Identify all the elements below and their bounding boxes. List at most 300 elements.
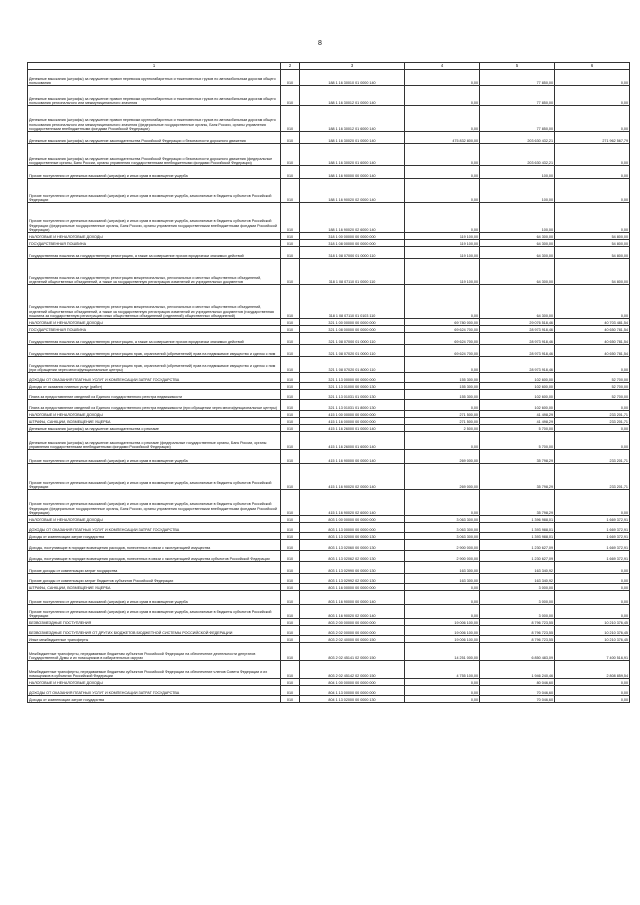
row-line-code-cell: 010 [281, 696, 300, 703]
row-executed-cell: 1 393 988,01 [480, 523, 555, 533]
row-executed-cell: 35 798,29 [480, 490, 555, 516]
row-unexecuted-cell: 7 400 516,91 [555, 643, 630, 661]
row-unexecuted-cell: 1 669 372,91 [555, 516, 630, 523]
row-executed-cell: 77 850,00 [480, 70, 555, 86]
row-line-code-cell: 010 [281, 373, 300, 383]
row-budget-code-cell: 415 1 16 00000 00 0000 000 [300, 418, 405, 425]
row-executed-cell: 102 600,00 [480, 390, 555, 400]
row-executed-cell: 163 340,92 [480, 562, 555, 574]
row-unexecuted-cell: 233 201,71 [555, 411, 630, 418]
row-budget-code-cell: 321 1 13 01031 01 0000 130 [300, 390, 405, 400]
table-row [28, 203, 630, 233]
row-line-code-cell: 010 [281, 132, 300, 144]
row-unexecuted-cell: 0,00 [555, 203, 630, 233]
row-unexecuted-cell: 271 962 567,79 [555, 132, 630, 144]
row-line-code-cell: 010 [281, 418, 300, 425]
table-row [28, 516, 630, 523]
row-budget-code-cell: 803 1 13 02060 00 0000 130 [300, 540, 405, 551]
row-name-cell: Прочие доходы от компенсации затрат бюджетов субъектов Российской Федерации [28, 574, 281, 584]
row-line-code-cell: 010 [281, 619, 300, 626]
row-name-cell: БЕЗВОЗМЕЗДНЫЕ ПОСТУПЛЕНИЯ ОТ ДРУГИХ БЮДЖЕТОВ БЮДЖЕТНОЙ СИСТЕМЫ РОССИЙСКОЙ ФЕДЕРАЦИИ [28, 626, 281, 636]
row-approved-cell: 119 100,00 [405, 247, 480, 259]
row-executed-cell: 77 850,00 [480, 106, 555, 132]
row-line-code-cell: 010 [281, 400, 300, 411]
income-table [27, 62, 630, 703]
row-approved-cell: 271 500,00 [405, 411, 480, 418]
row-budget-code-cell: 804 1 00 00000 00 0000 000 [300, 679, 405, 686]
table-row [28, 259, 630, 285]
row-executed-cell: 29 076 518,46 [480, 319, 555, 326]
row-approved-cell: 163 300,00 [405, 574, 480, 584]
row-line-code-cell: 010 [281, 464, 300, 490]
row-name-cell: НАЛОГОВЫЕ И НЕНАЛОГОВЫЕ ДОХОДЫ [28, 516, 281, 523]
row-unexecuted-cell: 0,00 [555, 179, 630, 203]
table-row [28, 390, 630, 400]
table-row [28, 70, 630, 86]
row-approved-cell: 19 006 100,00 [405, 636, 480, 643]
row-approved-cell: 0,00 [405, 432, 480, 450]
row-budget-code-cell: 804 1 13 02000 00 0000 130 [300, 696, 405, 703]
row-name-cell: Доходы, поступающие в порядке возмещения расходов, понесенных в связи с эксплуатацией имущества [28, 540, 281, 551]
row-budget-code-cell: 188 1 16 30020 01 6000 140 [300, 144, 405, 166]
row-executed-cell: 203 630 432,21 [480, 132, 555, 144]
table-row [28, 562, 630, 574]
row-approved-cell: 0,00 [405, 679, 480, 686]
table-row [28, 574, 630, 584]
row-approved-cell: 2 900 000,00 [405, 540, 480, 551]
row-name-cell: Государственная пошлина за государственную регистрацию межрегиональных, региональных и местных общественных объединений, отделений общественных объединений, а также за государственную регистрацию изменений их учредительных документов [28, 259, 281, 285]
row-unexecuted-cell: 0,00 [555, 679, 630, 686]
table-row [28, 605, 630, 619]
table-row [28, 383, 630, 390]
row-executed-cell: 41 498,29 [480, 418, 555, 425]
row-approved-cell: 0,00 [405, 179, 480, 203]
row-unexecuted-cell: 0,00 [555, 591, 630, 605]
row-name-cell: ШТРАФЫ, САНКЦИИ, ВОЗМЕЩЕНИЕ УЩЕРБА [28, 584, 281, 591]
row-line-code-cell: 010 [281, 390, 300, 400]
row-approved-cell: 0,00 [405, 605, 480, 619]
table-row [28, 166, 630, 179]
row-line-code-cell: 010 [281, 643, 300, 661]
row-executed-cell: 1 396 988,01 [480, 516, 555, 523]
row-budget-code-cell: 803 1 16 90020 02 0000 140 [300, 605, 405, 619]
table-row [28, 450, 630, 464]
row-name-cell: Межбюджетные трансферты, передаваемые бюджетам субъектов Российской Федерации на обеспечение членов Совета Федерации и их помощников в субъектах Российской Федерации [28, 661, 281, 679]
row-budget-code-cell: 188 1 16 90020 02 0000 140 [300, 179, 405, 203]
table-row [28, 619, 630, 626]
row-name-cell: Прочие поступления от денежных взысканий (штрафов) и иных сумм в возмещение ущерба, зачисляемые в бюджеты субъектов Российской Федерации [28, 179, 281, 203]
row-name-cell: Иные межбюджетные трансферты [28, 636, 281, 643]
row-budget-code-cell: 321 1 08 07000 01 0000 110 [300, 333, 405, 345]
row-executed-cell: 5 700,00 [480, 425, 555, 432]
table-row [28, 411, 630, 418]
row-name-cell: Прочие поступления от денежных взысканий (штрафов) и иных сумм в возмещение ущерба [28, 450, 281, 464]
row-budget-code-cell: 803 1 16 00000 00 0000 000 [300, 584, 405, 591]
row-unexecuted-cell: 0,00 [555, 432, 630, 450]
row-executed-cell: 28 973 918,46 [480, 345, 555, 357]
row-executed-cell: 5 700,00 [480, 432, 555, 450]
header-col-6: 6 [555, 63, 630, 70]
row-approved-cell: 3 063 300,00 [405, 523, 480, 533]
row-unexecuted-cell: 0,00 [555, 285, 630, 319]
row-budget-code-cell: 415 1 16 90020 02 6000 140 [300, 490, 405, 516]
row-approved-cell: 269 000,00 [405, 464, 480, 490]
row-unexecuted-cell: 0,00 [555, 144, 630, 166]
row-approved-cell: 3 063 300,00 [405, 533, 480, 540]
table-row [28, 643, 630, 661]
row-line-code-cell: 010 [281, 679, 300, 686]
row-approved-cell: 69 624 700,00 [405, 333, 480, 345]
row-unexecuted-cell: 0,00 [555, 86, 630, 106]
row-approved-cell: 0,00 [405, 357, 480, 373]
row-line-code-cell: 010 [281, 240, 300, 247]
row-budget-code-cell: 321 1 08 00000 00 0000 000 [300, 326, 405, 333]
row-approved-cell: 155 300,00 [405, 373, 480, 383]
table-row [28, 345, 630, 357]
table-row [28, 240, 630, 247]
row-approved-cell: 19 006 100,00 [405, 626, 480, 636]
row-unexecuted-cell: 40 650 781,54 [555, 326, 630, 333]
row-line-code-cell: 010 [281, 686, 300, 696]
row-name-cell: НАЛОГОВЫЕ И НЕНАЛОГОВЫЕ ДОХОДЫ [28, 411, 281, 418]
row-name-cell: Межбюджетные трансферты, передаваемые бюджетам субъектов Российской Федерации на обеспечение деятельности депутатов Государственной Думы и их помощников в избирательных округах [28, 643, 281, 661]
row-approved-cell: 155 300,00 [405, 383, 480, 390]
row-name-cell: Прочие поступления от денежных взысканий (штрафов) и иных сумм в возмещение ущерба, зачисляемые в бюджеты субъектов Российской Федерации (федеральные государственные органы, Банк России, органы управления государственными внебюджетными фондами Российской Федерации) [28, 490, 281, 516]
row-executed-cell: 70 046,60 [480, 686, 555, 696]
table-row [28, 626, 630, 636]
row-executed-cell: 1 230 627,09 [480, 540, 555, 551]
row-line-code-cell: 010 [281, 516, 300, 523]
row-name-cell: НАЛОГОВЫЕ И НЕНАЛОГОВЫЕ ДОХОДЫ [28, 679, 281, 686]
row-unexecuted-cell: 1 669 372,91 [555, 540, 630, 551]
row-unexecuted-cell: 10 210 376,45 [555, 619, 630, 626]
table-row [28, 132, 630, 144]
table-row [28, 636, 630, 643]
header-col-3: 3 [300, 63, 405, 70]
table-row [28, 686, 630, 696]
row-executed-cell: 100,00 [480, 203, 555, 233]
row-name-cell: Прочие поступления от денежных взысканий (штрафов) и иных сумм в возмещение ущерба, зачисляемые в бюджеты субъектов Российской Федерации [28, 605, 281, 619]
row-line-code-cell: 010 [281, 144, 300, 166]
row-line-code-cell: 010 [281, 345, 300, 357]
row-name-cell: Денежные взыскания (штрафы) за нарушение правил перевозки крупногабаритных и тяжеловесных грузов по автомобильным дорогам общего пользования регионального или межмуниципального значения (федеральные государственные органы, Банк России, органы управления государственными внебюджетными фондами Российской Федерации) [28, 106, 281, 132]
header-col-2: 2 [281, 63, 300, 70]
row-line-code-cell: 010 [281, 661, 300, 679]
row-budget-code-cell: 321 1 08 07020 01 8000 110 [300, 357, 405, 373]
row-line-code-cell: 010 [281, 574, 300, 584]
row-name-cell: ГОСУДАРСТВЕННАЯ ПОШЛИНА [28, 326, 281, 333]
table-row [28, 490, 630, 516]
row-budget-code-cell: 318 1 08 07110 01 0103 110 [300, 285, 405, 319]
row-line-code-cell: 010 [281, 247, 300, 259]
row-line-code-cell: 010 [281, 432, 300, 450]
row-executed-cell: 64 300,00 [480, 247, 555, 259]
row-budget-code-cell: 321 1 08 07020 01 0000 110 [300, 345, 405, 357]
table-row [28, 533, 630, 540]
row-line-code-cell: 010 [281, 70, 300, 86]
row-name-cell: ДОХОДЫ ОТ ОКАЗАНИЯ ПЛАТНЫХ УСЛУГ И КОМПЕНСАЦИИ ЗАТРАТ ГОСУДАРСТВА [28, 373, 281, 383]
row-unexecuted-cell: 0,00 [555, 696, 630, 703]
row-unexecuted-cell: 0,00 [555, 686, 630, 696]
row-unexecuted-cell: 54 800,00 [555, 233, 630, 240]
row-unexecuted-cell: 0,00 [555, 106, 630, 132]
row-name-cell: ШТРАФЫ, САНКЦИИ, ВОЗМЕЩЕНИЕ УЩЕРБА [28, 418, 281, 425]
row-unexecuted-cell: 52 700,00 [555, 373, 630, 383]
row-budget-code-cell: 803 1 13 00000 00 0000 000 [300, 523, 405, 533]
row-approved-cell: 0,00 [405, 86, 480, 106]
header-col-1: 1 [28, 63, 281, 70]
row-line-code-cell: 010 [281, 106, 300, 132]
row-approved-cell: 69 624 700,00 [405, 345, 480, 357]
row-executed-cell: 28 973 918,46 [480, 326, 555, 333]
row-budget-code-cell: 803 2 02 45142 02 0000 150 [300, 661, 405, 679]
row-unexecuted-cell: 54 800,00 [555, 247, 630, 259]
row-executed-cell: 1 393 988,01 [480, 533, 555, 540]
row-approved-cell: 0,00 [405, 686, 480, 696]
row-approved-cell: 0,00 [405, 285, 480, 319]
row-executed-cell: 100,00 [480, 166, 555, 179]
row-approved-cell: 0,00 [405, 584, 480, 591]
row-approved-cell: 0,00 [405, 591, 480, 605]
row-executed-cell: 3 000,00 [480, 605, 555, 619]
row-unexecuted-cell: 0,00 [555, 166, 630, 179]
row-budget-code-cell: 803 1 13 02062 02 0000 130 [300, 551, 405, 562]
row-approved-cell: 0,00 [405, 696, 480, 703]
row-approved-cell: 0,00 [405, 203, 480, 233]
row-line-code-cell: 010 [281, 357, 300, 373]
row-line-code-cell: 010 [281, 591, 300, 605]
row-name-cell: Прочие поступления от денежных взысканий (штрафов) и иных сумм в возмещение ущерба, зачисляемые в бюджеты субъектов Российской Федерации (федеральные государственные органы, Банк России, органы управления государственными внебюджетными фондами Российской Федерации) [28, 203, 281, 233]
row-budget-code-cell: 188 1 16 30012 01 0000 140 [300, 86, 405, 106]
row-name-cell: Прочие поступления от денежных взысканий (штрафов) и иных сумм в возмещение ущерба, зачисляемые в бюджеты субъектов Российской Федерации [28, 464, 281, 490]
row-name-cell: Государственная пошлина за государственную регистрацию прав, ограничений (обременений) прав на недвижимое имущество и сделок с ним (при обращении через многофункциональные центры) [28, 357, 281, 373]
row-name-cell: Государственная пошлина за государственную регистрацию, а также за совершение прочих юридически значимых действий [28, 333, 281, 345]
row-line-code-cell: 010 [281, 179, 300, 203]
row-executed-cell: 100,00 [480, 179, 555, 203]
row-budget-code-cell: 803 2 02 45141 02 0000 150 [300, 643, 405, 661]
row-approved-cell: 0,00 [405, 166, 480, 179]
row-name-cell: ГОСУДАРСТВЕННАЯ ПОШЛИНА [28, 240, 281, 247]
row-name-cell: Прочие доходы от компенсации затрат государства [28, 562, 281, 574]
row-executed-cell: 70 046,60 [480, 696, 555, 703]
row-executed-cell: 102 600,00 [480, 400, 555, 411]
row-executed-cell: 77 850,00 [480, 86, 555, 106]
row-line-code-cell: 010 [281, 450, 300, 464]
row-unexecuted-cell: 2 808 859,54 [555, 661, 630, 679]
row-name-cell: Прочие поступления от денежных взысканий (штрафов) и иных сумм в возмещение ущерба [28, 166, 281, 179]
table-row [28, 661, 630, 679]
row-executed-cell: 80 046,60 [480, 679, 555, 686]
row-line-code-cell: 010 [281, 540, 300, 551]
row-approved-cell: 69 780 000,00 [405, 319, 480, 326]
row-approved-cell: 14 251 000,00 [405, 643, 480, 661]
row-line-code-cell: 010 [281, 490, 300, 516]
row-line-code-cell: 010 [281, 285, 300, 319]
row-budget-code-cell: 321 1 13 00000 00 0000 000 [300, 373, 405, 383]
row-budget-code-cell: 803 1 16 90000 00 0000 140 [300, 591, 405, 605]
row-executed-cell: 64 300,00 [480, 285, 555, 319]
row-name-cell: Плата за предоставление сведений из Единого государственного реестра недвижимости (при обращении через многофункциональные центры) [28, 400, 281, 411]
row-name-cell: Государственная пошлина за государственную регистрацию межрегиональных, региональных и местных общественных объединений, отделений общественных объединений, а также за государственную регистрацию изменений их учредительных документов (государственная пошлина за государственную регистрацию иных общественных объединений (отделений) общественных объединений) [28, 285, 281, 319]
row-unexecuted-cell: 233 201,71 [555, 450, 630, 464]
row-executed-cell: 35 798,29 [480, 464, 555, 490]
table-row [28, 333, 630, 345]
row-executed-cell: 28 973 918,46 [480, 357, 555, 373]
row-budget-code-cell: 803 1 13 02000 00 0000 130 [300, 533, 405, 540]
table-row [28, 540, 630, 551]
row-budget-code-cell: 803 2 02 00000 00 0000 000 [300, 626, 405, 636]
row-executed-cell: 64 300,00 [480, 259, 555, 285]
table-row [28, 86, 630, 106]
row-approved-cell: 0,00 [405, 106, 480, 132]
row-approved-cell: 119 100,00 [405, 240, 480, 247]
table-row [28, 400, 630, 411]
table-row [28, 464, 630, 490]
table-row [28, 584, 630, 591]
row-line-code-cell: 010 [281, 636, 300, 643]
row-unexecuted-cell: 40 703 481,54 [555, 319, 630, 326]
table-row [28, 551, 630, 562]
table-row [28, 247, 630, 259]
row-line-code-cell: 010 [281, 383, 300, 390]
row-executed-cell: 203 630 432,21 [480, 144, 555, 166]
row-name-cell: Государственная пошлина за государственную регистрацию прав, ограничений (обременений) прав на недвижимое имущество и сделок с ним [28, 345, 281, 357]
row-line-code-cell: 010 [281, 166, 300, 179]
row-unexecuted-cell: 10 210 376,45 [555, 626, 630, 636]
row-approved-cell: 269 000,00 [405, 450, 480, 464]
row-executed-cell: 102 600,00 [480, 373, 555, 383]
row-budget-code-cell: 415 1 00 00000 00 0000 000 [300, 411, 405, 418]
row-approved-cell: 163 300,00 [405, 562, 480, 574]
table-row [28, 357, 630, 373]
row-budget-code-cell: 321 1 00 00000 00 0000 000 [300, 319, 405, 326]
table-row [28, 285, 630, 319]
table-row [28, 373, 630, 383]
table-row [28, 179, 630, 203]
table-row [28, 591, 630, 605]
row-name-cell: Денежные взыскания (штрафы) за нарушение правил перевозки крупногабаритных и тяжеловесных грузов по автомобильным дорогам общего пользования регионального или межмуниципального значения [28, 86, 281, 106]
row-budget-code-cell: 318 1 08 00000 00 0000 000 [300, 240, 405, 247]
row-line-code-cell: 010 [281, 259, 300, 285]
row-unexecuted-cell: 54 800,00 [555, 259, 630, 285]
row-line-code-cell: 010 [281, 551, 300, 562]
row-line-code-cell: 010 [281, 562, 300, 574]
row-line-code-cell: 010 [281, 86, 300, 106]
row-unexecuted-cell: 10 210 376,45 [555, 636, 630, 643]
row-approved-cell: 0,00 [405, 70, 480, 86]
row-budget-code-cell: 804 1 13 00000 00 0000 000 [300, 686, 405, 696]
row-executed-cell: 1 946 240,46 [480, 661, 555, 679]
table-header-row [28, 63, 630, 70]
row-budget-code-cell: 318 1 08 07110 01 0000 110 [300, 259, 405, 285]
row-name-cell: Доходы от компенсации затрат государства [28, 533, 281, 540]
row-executed-cell: 3 000,00 [480, 591, 555, 605]
row-budget-code-cell: 415 1 16 90000 00 0000 140 [300, 450, 405, 464]
table-row [28, 233, 630, 240]
row-executed-cell: 3 000,00 [480, 584, 555, 591]
row-name-cell: НАЛОГОВЫЕ И НЕНАЛОГОВЫЕ ДОХОДЫ [28, 319, 281, 326]
row-line-code-cell: 010 [281, 411, 300, 418]
row-approved-cell: 3 063 300,00 [405, 516, 480, 523]
row-line-code-cell: 010 [281, 626, 300, 636]
row-budget-code-cell: 321 1 13 01031 01 8000 130 [300, 400, 405, 411]
row-budget-code-cell: 188 1 16 30020 01 0000 140 [300, 132, 405, 144]
row-unexecuted-cell: 0,00 [555, 605, 630, 619]
row-executed-cell: 41 498,29 [480, 411, 555, 418]
row-unexecuted-cell: 0,00 [555, 400, 630, 411]
row-approved-cell: 69 624 700,00 [405, 326, 480, 333]
row-executed-cell: 8 796 723,55 [480, 626, 555, 636]
row-unexecuted-cell: 0,00 [555, 574, 630, 584]
row-name-cell: Доходы от компенсации затрат государства [28, 696, 281, 703]
row-line-code-cell: 010 [281, 523, 300, 533]
row-unexecuted-cell: 1 669 372,91 [555, 523, 630, 533]
row-unexecuted-cell: 0,00 [555, 490, 630, 516]
row-budget-code-cell: 415 1 16 26000 01 6000 140 [300, 432, 405, 450]
row-executed-cell: 1 230 627,09 [480, 551, 555, 562]
row-executed-cell: 6 850 483,09 [480, 643, 555, 661]
row-unexecuted-cell: 233 201,71 [555, 464, 630, 490]
row-approved-cell: 0,00 [405, 490, 480, 516]
row-name-cell: Плата за предоставление сведений из Единого государственного реестра недвижимости [28, 390, 281, 400]
header-col-4: 4 [405, 63, 480, 70]
row-unexecuted-cell: 52 700,00 [555, 383, 630, 390]
row-budget-code-cell: 415 1 16 90020 02 0000 140 [300, 464, 405, 490]
row-name-cell: НАЛОГОВЫЕ И НЕНАЛОГОВЫЕ ДОХОДЫ [28, 233, 281, 240]
row-line-code-cell: 010 [281, 203, 300, 233]
row-budget-code-cell: 803 2 02 40000 00 0000 150 [300, 636, 405, 643]
row-executed-cell: 64 300,00 [480, 240, 555, 247]
row-name-cell: Государственная пошлина за государственную регистрацию, а также за совершение прочих юридически значимых действий [28, 247, 281, 259]
row-unexecuted-cell: 0,00 [555, 562, 630, 574]
row-unexecuted-cell: 52 700,00 [555, 390, 630, 400]
row-name-cell: ДОХОДЫ ОТ ОКАЗАНИЯ ПЛАТНЫХ УСЛУГ И КОМПЕНСАЦИИ ЗАТРАТ ГОСУДАРСТВА [28, 523, 281, 533]
table-row [28, 696, 630, 703]
row-budget-code-cell: 318 1 00 00000 00 0000 000 [300, 233, 405, 240]
row-unexecuted-cell: 0,00 [555, 425, 630, 432]
row-unexecuted-cell: 1 669 372,91 [555, 551, 630, 562]
row-unexecuted-cell: 0,00 [555, 357, 630, 373]
table-row [28, 679, 630, 686]
table-row [28, 432, 630, 450]
row-unexecuted-cell: 40 650 781,54 [555, 345, 630, 357]
header-col-5: 5 [480, 63, 555, 70]
row-approved-cell: 119 100,00 [405, 259, 480, 285]
row-unexecuted-cell: 233 201,71 [555, 418, 630, 425]
row-budget-code-cell: 803 1 13 02992 02 0000 130 [300, 574, 405, 584]
row-approved-cell: 155 300,00 [405, 390, 480, 400]
row-budget-code-cell: 803 1 13 02990 00 0000 130 [300, 562, 405, 574]
row-unexecuted-cell: 40 650 781,54 [555, 333, 630, 345]
row-budget-code-cell: 318 1 08 07000 01 0000 110 [300, 247, 405, 259]
row-name-cell: Денежные взыскания (штрафы) за нарушение законодательства Российской Федерации о безопасности дорожного движения [28, 132, 281, 144]
row-line-code-cell: 010 [281, 605, 300, 619]
row-name-cell: Прочие поступления от денежных взысканий (штрафов) и иных сумм в возмещение ущерба [28, 591, 281, 605]
row-approved-cell: 271 500,00 [405, 418, 480, 425]
row-budget-code-cell: 188 1 16 90000 00 0000 140 [300, 166, 405, 179]
row-executed-cell: 8 796 723,55 [480, 619, 555, 626]
row-name-cell: Доходы от оказания платных услуг (работ) [28, 383, 281, 390]
row-budget-code-cell: 803 1 00 00000 00 0000 000 [300, 516, 405, 523]
row-budget-code-cell: 188 1 16 90020 02 6000 140 [300, 203, 405, 233]
row-executed-cell: 28 973 918,46 [480, 333, 555, 345]
row-line-code-cell: 010 [281, 326, 300, 333]
row-executed-cell: 35 798,29 [480, 450, 555, 464]
table-body [28, 63, 630, 703]
row-budget-code-cell: 803 2 00 00000 00 0000 000 [300, 619, 405, 626]
row-line-code-cell: 010 [281, 233, 300, 240]
row-executed-cell: 163 340,92 [480, 574, 555, 584]
